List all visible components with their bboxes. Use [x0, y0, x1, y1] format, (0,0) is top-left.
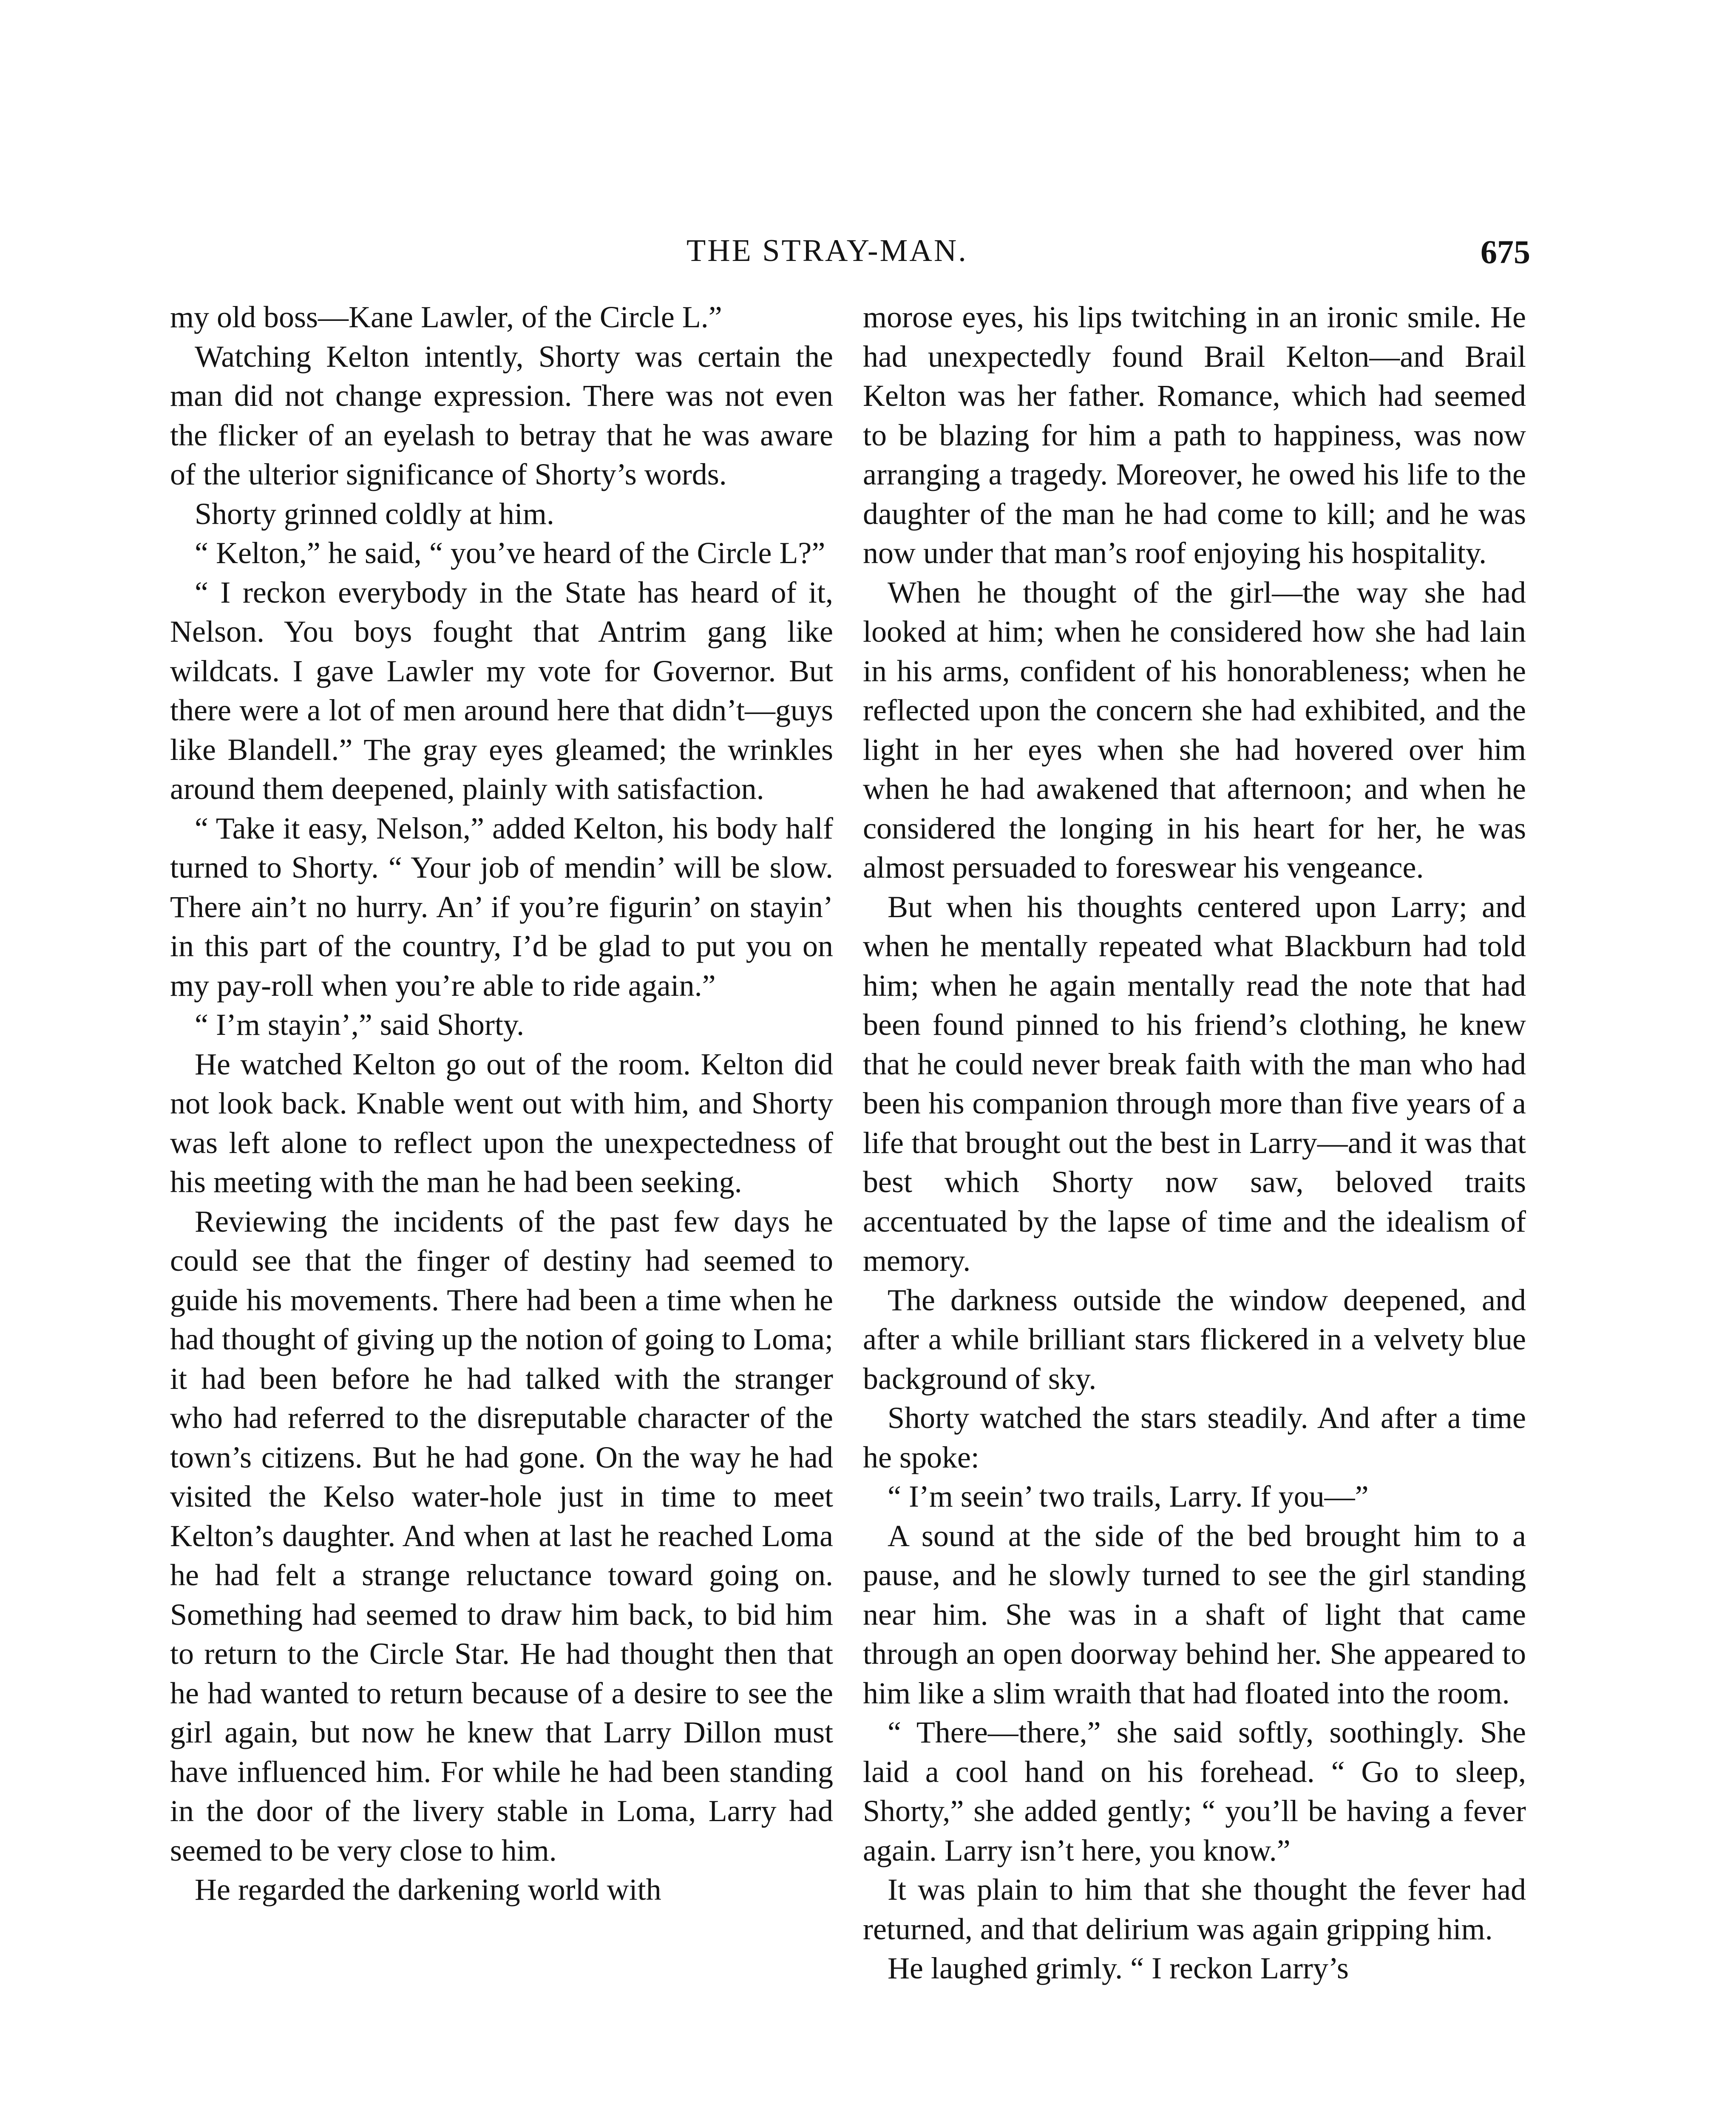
- paragraph: When he thought of the girl—the way she had looked at him; when he considered how she had lain in his arms, confident of his honorableness; when he reflected upon the concern she had exhibited, and the light in her eyes when she had hovered over him when he had awakened that afternoon; and when he considered the longing in his heart for her, he was almost persuaded to foreswear his vengeance.: [863, 575, 1526, 884]
- right-column: [863, 298, 1526, 2125]
- paragraph: Shorty watched the stars steadily. And after a time he spoke:: [863, 1401, 1526, 1474]
- page-header: [170, 233, 1530, 284]
- paragraph: “ There—there,” she said softly, soothingly. She laid a cool hand on his forehead. “ Go to sleep, Shorty,” she added gently; “ you’ll be having a fever again. Larry isn’t here, you know.”: [863, 1715, 1526, 1867]
- paragraph: “ Kelton,” he said, “ you’ve heard of the Circle L?”: [195, 536, 825, 570]
- paragraph: morose eyes, his lips twitching in an ironic smile. He had unexpectedly found Brail Kelton—and Brail Kelton was her father. Romance, which had seemed to be blazing for him a path to happiness, was now arranging a tragedy. Moreover, he owed his life to the daughter of the man he had come to kill; and he was now under that man’s roof enjoying his hospitality.: [863, 300, 1526, 570]
- page-number: 675: [1481, 233, 1530, 270]
- paragraph: He laughed grimly. “ I reckon Larry’s: [888, 1951, 1349, 1985]
- paragraph: Reviewing the incidents of the past few days he could see that the finger of destiny had seemed to guide his movements. There had been a time when he had thought of giving up the notion of going to Loma; it had been before he had talked with the stranger who had referred to the disreputable character of the town’s citizens. But he had gone. On the way he had visited the Kelso water-hole just in time to meet Kelton’s daughter. And when at last he reached Loma he had felt a strange reluctance toward going on. Something had seemed to draw him back, to bid him to return to the Circle Star. He had thought then that he had wanted to return because of a desire to see the girl again, but now he knew that Larry Dillon must have influenced him. For while he had been standing in the door of the livery stable in Loma, Larry had seemed to be very close to him.: [170, 1204, 833, 1867]
- paragraph: But when his thoughts centered upon Larry; and when he mentally repeated what Blackburn had told him; when he again mentally read the note that had been found pinned to his friend’s clothing, he knew that he could never break faith with the man who had been his companion through more than five years of a life that brought out the best in Larry—and it was that best which Shorty now saw, beloved traits accentuated by the lapse of time and the idealism of memory.: [863, 890, 1526, 1278]
- paragraph: He watched Kelton go out of the room. Kelton did not look back. Knable went out with him, and Shorty was left alone to reflect upon the unexpectedness of his meeting with the man he had been seeking.: [170, 1047, 833, 1199]
- paragraph: my old boss—Kane Lawler, of the Circle L.”: [170, 300, 722, 334]
- paragraph: He regarded the darkening world with: [195, 1873, 661, 1907]
- paragraph: “ I reckon everybody in the State has heard of it, Nelson. You boys fought that Antrim gang like wildcats. I gave Lawler my vote for Governor. But there were a lot of men around here that didn’t—guys like Blandell.” The gray eyes gleamed; the wrinkles around them deepened, plainly with satisfaction.: [170, 575, 833, 806]
- paragraph: Shorty grinned coldly at him.: [195, 496, 554, 531]
- paragraph: “ Take it easy, Nelson,” added Kelton, his body half turned to Shorty. “ Your job of mendin’ will be slow. There ain’t no hurry. An’ if you’re figurin’ on stayin’ in this part of the country, I’d be glad to put you on my pay-roll when you’re able to ride again.”: [170, 811, 833, 1003]
- paragraph: It was plain to him that she thought the fever had returned, and that delirium was again gripping him.: [863, 1873, 1526, 1946]
- left-column: [170, 298, 833, 2125]
- running-title: THE STRAY-MAN.: [686, 233, 968, 268]
- paragraph: The darkness outside the window deepened, and after a while brilliant stars flickered in a velvety blue background of sky.: [863, 1283, 1526, 1396]
- paragraph: “ I’m stayin’,” said Shorty.: [195, 1008, 525, 1042]
- paragraph: “ I’m seein’ two trails, Larry. If you—”: [888, 1479, 1369, 1513]
- paragraph: Watching Kelton intently, Shorty was certain the man did not change expression. There was not even the flicker of an eyelash to betray that he was aware of the ulterior significance of Shorty’s words.: [170, 339, 833, 491]
- paragraph: A sound at the side of the bed brought him to a pause, and he slowly turned to see the girl standing near him. She was in a shaft of light that came through an open doorway behind her. She appeared to him like a slim wraith that had floated into the room.: [863, 1519, 1526, 1710]
